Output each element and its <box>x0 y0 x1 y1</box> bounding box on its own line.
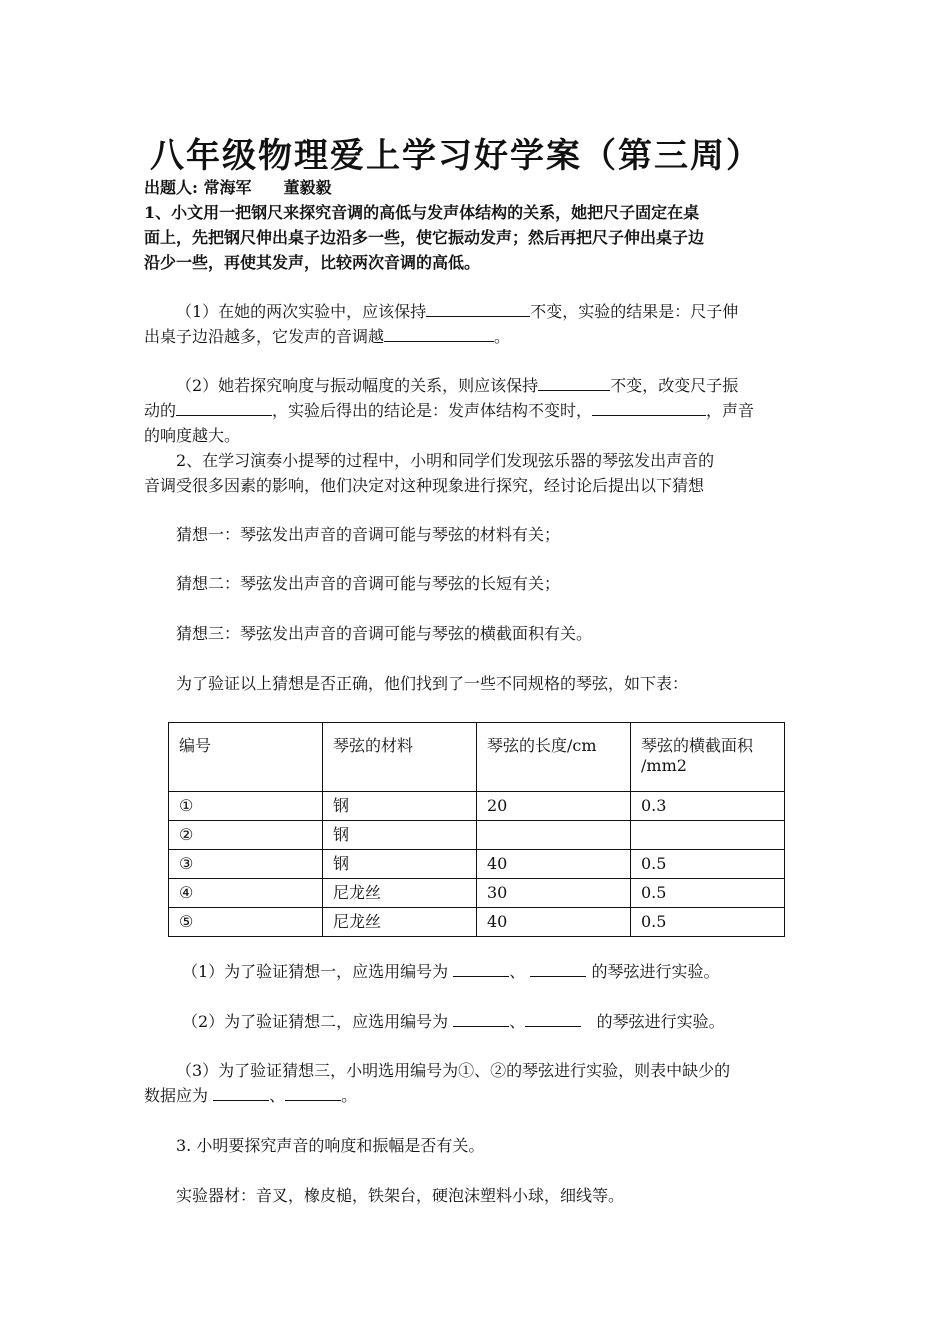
answer-blank[interactable] <box>592 401 706 416</box>
answer-blank[interactable] <box>525 1012 581 1027</box>
header-area-unit: /mm2 <box>641 756 687 775</box>
header-length: 琴弦的长度/cm <box>477 723 631 792</box>
cell-length: 40 <box>477 850 631 879</box>
q1-part2-text-d: ，实验后得出的结论是：发声体结构不变时， <box>272 401 593 420</box>
answer-blank[interactable] <box>176 401 272 416</box>
cell-number: ⑤ <box>169 908 323 937</box>
q1-part2-text-c: 动的 <box>144 401 177 420</box>
q3-intro: 3. 小明要探究声音的响度和振幅是否有关。 <box>176 1136 485 1155</box>
q1-part2-line2 <box>144 401 754 421</box>
q2-sub1-text-b: 、 <box>509 962 526 981</box>
guess-3: 猜想三：琴弦发出声音的音调可能与琴弦的横截面积有关。 <box>176 624 593 643</box>
cell-number: ① <box>169 792 323 821</box>
table-row <box>169 879 785 908</box>
q2-sub3-line2 <box>144 1086 357 1106</box>
cell-length: 20 <box>477 792 631 821</box>
answer-blank[interactable] <box>285 1086 341 1101</box>
cell-length: 40 <box>477 908 631 937</box>
table-intro: 为了验证以上猜想是否正确，他们找到了一些不同规格的琴弦，如下表： <box>176 674 689 693</box>
q1-part1-line1 <box>176 302 738 322</box>
cell-material: 钢 <box>323 792 477 821</box>
q2-intro-line-1: 2、在学习演奏小提琴的过程中，小明和同学们发现弦乐器的琴弦发出声音的 <box>176 451 715 470</box>
answer-blank[interactable] <box>530 962 586 977</box>
cell-length: 30 <box>477 879 631 908</box>
q2-sub1-text-a: （1）为了验证猜想一，应选用编号为 <box>182 962 449 981</box>
cell-number: ② <box>169 821 323 850</box>
page-title: 八年级物理爱上学习好学案（第三周） <box>150 136 762 176</box>
cell-area: 0.5 <box>631 879 785 908</box>
answer-blank[interactable] <box>538 376 610 391</box>
cell-area: 0.3 <box>631 792 785 821</box>
table-row <box>169 908 785 937</box>
q1-part2-text-b: 不变，改变尺子振 <box>610 376 739 395</box>
table-row <box>169 792 785 821</box>
q1-part2-text-e: ，声音 <box>706 401 755 420</box>
string-spec-table <box>168 722 785 937</box>
answer-blank[interactable] <box>453 962 509 977</box>
q1-part1-text-a: （1）在她的两次实验中，应该保持 <box>176 302 427 321</box>
q2-sub3-text-d: 。 <box>341 1086 358 1105</box>
q1-intro-line-3: 沿少一些，再使其发声，比较两次音调的高低。 <box>144 253 481 272</box>
header-number: 编号 <box>169 723 323 792</box>
q2-sub1-text-c: 的琴弦进行实验。 <box>591 962 720 981</box>
q1-intro-line-2: 面上，先把钢尺伸出桌子边沿多一些，使它振动发声；然后再把尺子伸出桌子边 <box>144 228 705 247</box>
q2-sub3-line1: （3）为了验证猜想三，小明选用编号为①、②的琴弦进行实验，则表中缺少的 <box>176 1061 731 1080</box>
cell-material: 尼龙丝 <box>323 879 477 908</box>
q1-part2-line3: 的响度越大。 <box>144 426 241 445</box>
authors-line: 出题人: 常海军 董毅毅 <box>144 178 332 197</box>
q1-part1-text-b: 不变，实验的结果是：尺子伸 <box>530 302 739 321</box>
guess-1: 猜想一：琴弦发出声音的音调可能与琴弦的材料有关； <box>176 525 561 544</box>
header-material: 琴弦的材料 <box>323 723 477 792</box>
cell-material: 钢 <box>323 821 477 850</box>
answer-blank[interactable] <box>213 1086 269 1101</box>
q1-part2-line1 <box>176 376 738 396</box>
answer-blank[interactable] <box>384 327 494 342</box>
table-row <box>169 850 785 879</box>
q2-sub2 <box>182 1012 725 1032</box>
answer-blank[interactable] <box>426 302 530 317</box>
header-area-label: 琴弦的横截面积 <box>641 736 754 755</box>
q2-sub3-text-b: 数据应为 <box>144 1086 209 1105</box>
cell-area: 0.5 <box>631 850 785 879</box>
q2-sub2-text-c: 的琴弦进行实验。 <box>596 1012 725 1031</box>
cell-number: ③ <box>169 850 323 879</box>
cell-number: ④ <box>169 879 323 908</box>
cell-material: 钢 <box>323 850 477 879</box>
guess-2: 猜想二：琴弦发出声音的音调可能与琴弦的长短有关； <box>176 574 561 593</box>
cell-length <box>477 821 631 850</box>
cell-area <box>631 821 785 850</box>
q1-part2-text-a: （2）她若探究响度与振动幅度的关系，则应该保持 <box>176 376 539 395</box>
q2-sub3-text-c: 、 <box>269 1086 286 1105</box>
cell-material: 尼龙丝 <box>323 908 477 937</box>
q3-equipment: 实验器材：音叉，橡皮槌，铁架台，硬泡沫塑料小球，细线等。 <box>176 1186 625 1205</box>
q1-intro-line-1: 1、小文用一把钢尺来探究音调的高低与发声体结构的关系，她把尺子固定在桌 <box>144 203 700 222</box>
q1-part1-text-c: 出桌子边沿越多，它发声的音调越 <box>144 327 385 346</box>
q1-part1-text-d: 。 <box>494 327 511 346</box>
answer-blank[interactable] <box>453 1012 509 1027</box>
q2-sub2-text-b: 、 <box>509 1012 526 1031</box>
q2-sub1 <box>182 962 720 982</box>
table-row <box>169 821 785 850</box>
q2-intro-line-2: 音调受很多因素的影响，他们决定对这种现象进行探究，经讨论后提出以下猜想 <box>144 476 705 495</box>
header-area <box>631 723 785 792</box>
table-header-row <box>169 723 785 792</box>
q2-sub2-text-a: （2）为了验证猜想二，应选用编号为 <box>182 1012 449 1031</box>
cell-area: 0.5 <box>631 908 785 937</box>
q1-part1-line2 <box>144 327 510 347</box>
